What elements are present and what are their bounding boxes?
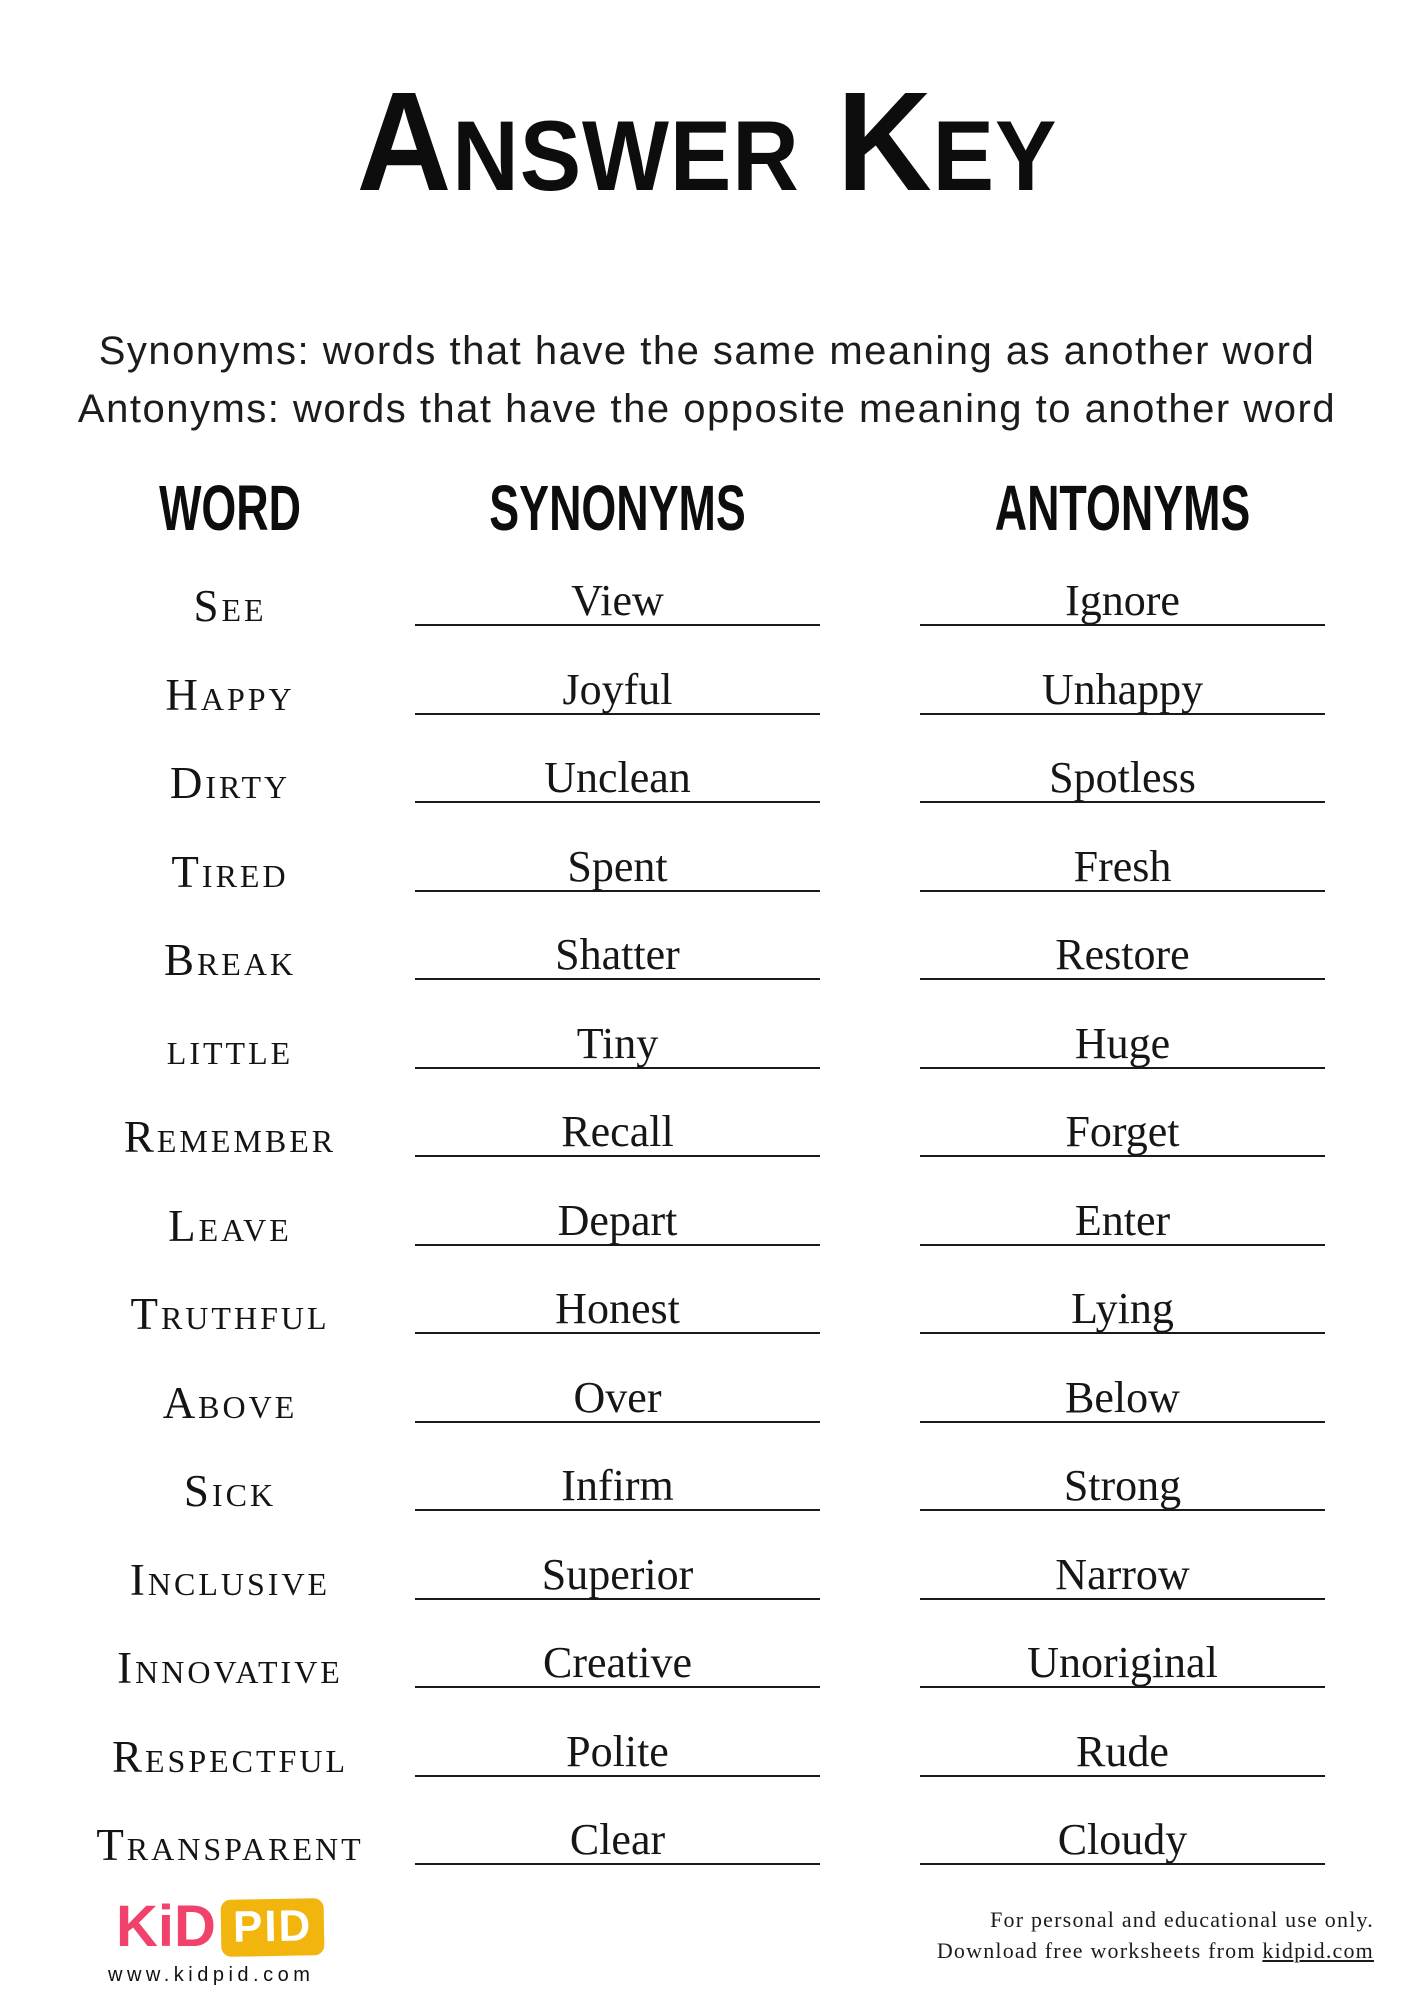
- table-row: [0, 910, 1414, 999]
- antonym-blank-line: [920, 1087, 1325, 1157]
- word-label: Happy: [165, 669, 295, 720]
- antonym-blank-line: [920, 1176, 1325, 1246]
- antonym-answer: Huge: [1074, 1018, 1171, 1068]
- antonym-blank-line: [920, 1264, 1325, 1334]
- synonym-blank-line: [415, 733, 820, 803]
- word-label: Tired: [171, 846, 289, 897]
- synonym-answer: View: [571, 576, 664, 625]
- table-row: [0, 1530, 1414, 1619]
- synonym-blank-line: [415, 910, 820, 980]
- table-row: [0, 1618, 1414, 1707]
- synonym-blank-line: [415, 1087, 820, 1157]
- antonym-blank-line: [920, 1618, 1325, 1688]
- synonym-blank-line: [415, 1353, 820, 1423]
- table-row: [0, 645, 1414, 734]
- word-label: Transparent: [96, 1820, 364, 1870]
- table-row: [0, 822, 1414, 911]
- word-label: Inclusive: [129, 1554, 331, 1605]
- antonym-blank-line: [920, 910, 1325, 980]
- synonym-blank-line: [415, 1264, 820, 1334]
- antonym-blank-line: [920, 1707, 1325, 1777]
- antonym-blank-line: [920, 999, 1325, 1069]
- word-label: little: [166, 1023, 294, 1074]
- word-label: Respectful: [111, 1731, 349, 1782]
- antonym-answer: Enter: [1074, 1195, 1171, 1245]
- table-row: [0, 1353, 1414, 1442]
- antonym-blank-line: [920, 1441, 1325, 1511]
- table-row: [0, 1264, 1414, 1353]
- antonym-answer: Spotless: [1049, 753, 1196, 802]
- synonym-answer: Clear: [569, 1815, 666, 1864]
- synonym-blank-line: [415, 1441, 820, 1511]
- word-label: Above: [162, 1377, 298, 1428]
- column-header-synonyms: SYNONYMS: [489, 472, 746, 544]
- kidpid-logo-pid-badge: PID: [220, 1898, 324, 1957]
- definitions-block: [0, 322, 1414, 438]
- table-header-row: [0, 472, 1414, 544]
- word-label: Remember: [123, 1112, 337, 1162]
- antonym-blank-line: [920, 645, 1325, 715]
- synonym-blank-line: [415, 1795, 820, 1865]
- table-row: [0, 1441, 1414, 1530]
- synonym-blank-line: [415, 556, 820, 626]
- synonyms-definition: Synonyms: words that have the same meaning as another word: [98, 329, 1316, 373]
- antonym-answer: Fresh: [1073, 841, 1172, 891]
- antonym-answer: Narrow: [1055, 1549, 1190, 1599]
- synonym-answer: Infirm: [561, 1461, 674, 1510]
- word-label: Sick: [183, 1466, 277, 1516]
- table-row: [0, 556, 1414, 645]
- synonym-blank-line: [415, 999, 820, 1069]
- antonym-blank-line: [920, 822, 1325, 892]
- word-label: Truthful: [130, 1289, 330, 1339]
- synonym-blank-line: [415, 1530, 820, 1600]
- download-text: Download free worksheets from: [936, 1938, 1263, 1963]
- synonym-answer: Spent: [567, 841, 668, 891]
- table-row: [0, 1795, 1414, 1884]
- synonym-answer: Shatter: [555, 930, 680, 979]
- download-line: [937, 1935, 1374, 1966]
- table-row: [0, 1087, 1414, 1176]
- synonym-blank-line: [415, 822, 820, 892]
- antonym-answer: Cloudy: [1057, 1815, 1188, 1864]
- synonym-blank-line: [415, 645, 820, 715]
- table-row: [0, 1707, 1414, 1796]
- antonym-blank-line: [920, 1353, 1325, 1423]
- site-url: www.kidpid.com: [108, 1964, 315, 1986]
- kidpid-logo-kid-text: KiD: [116, 1894, 216, 1959]
- antonym-answer: Forget: [1065, 1107, 1180, 1156]
- antonym-blank-line: [920, 1795, 1325, 1865]
- synonym-answer: Joyful: [562, 664, 673, 714]
- kidpid-link[interactable]: kidpid.com: [1262, 1938, 1374, 1963]
- antonym-answer: Lying: [1071, 1284, 1174, 1333]
- antonym-answer: Strong: [1063, 1461, 1182, 1510]
- synonym-answer: Unclean: [544, 753, 691, 802]
- antonyms-definition: Antonyms: words that have the opposite meaning to another word: [77, 387, 1337, 431]
- antonym-blank-line: [920, 1530, 1325, 1600]
- column-header-antonyms: ANTONYMS: [994, 472, 1251, 544]
- antonym-blank-line: [920, 556, 1325, 626]
- antonym-blank-line: [920, 733, 1325, 803]
- word-label: Leave: [168, 1200, 292, 1251]
- synonym-answer: Creative: [542, 1638, 693, 1687]
- table-row: [0, 733, 1414, 822]
- table-row: [0, 999, 1414, 1088]
- synonym-answer: Recall: [561, 1107, 674, 1156]
- page-title: Answer Key: [356, 62, 1058, 220]
- synonym-answer: Tiny: [576, 1018, 659, 1068]
- license-note: [937, 1904, 1374, 1966]
- word-label: Break: [163, 935, 297, 985]
- synonym-answer: Depart: [557, 1195, 678, 1245]
- synonym-blank-line: [415, 1707, 820, 1777]
- antonym-answer: Below: [1065, 1372, 1180, 1422]
- synonym-answer: Polite: [566, 1726, 669, 1776]
- column-header-word: WORD: [159, 472, 301, 544]
- table-row: [0, 1176, 1414, 1265]
- antonym-answer: Unhappy: [1041, 664, 1204, 714]
- antonym-answer: Rude: [1076, 1726, 1169, 1776]
- synonym-answer: Superior: [541, 1549, 694, 1599]
- word-label: Innovative: [117, 1643, 343, 1693]
- license-line: For personal and educational use only.: [990, 1907, 1374, 1932]
- synonym-answer: Over: [573, 1372, 662, 1422]
- antonym-answer: Ignore: [1065, 576, 1180, 625]
- synonym-blank-line: [415, 1618, 820, 1688]
- synonym-blank-line: [415, 1176, 820, 1246]
- word-label: Dirty: [169, 758, 291, 808]
- kidpid-logo: [116, 1894, 324, 1959]
- answer-table: [0, 556, 1414, 1884]
- antonym-answer: Restore: [1055, 930, 1190, 979]
- synonym-answer: Honest: [555, 1284, 680, 1333]
- word-label: See: [193, 581, 267, 631]
- antonym-answer: Unoriginal: [1027, 1638, 1218, 1687]
